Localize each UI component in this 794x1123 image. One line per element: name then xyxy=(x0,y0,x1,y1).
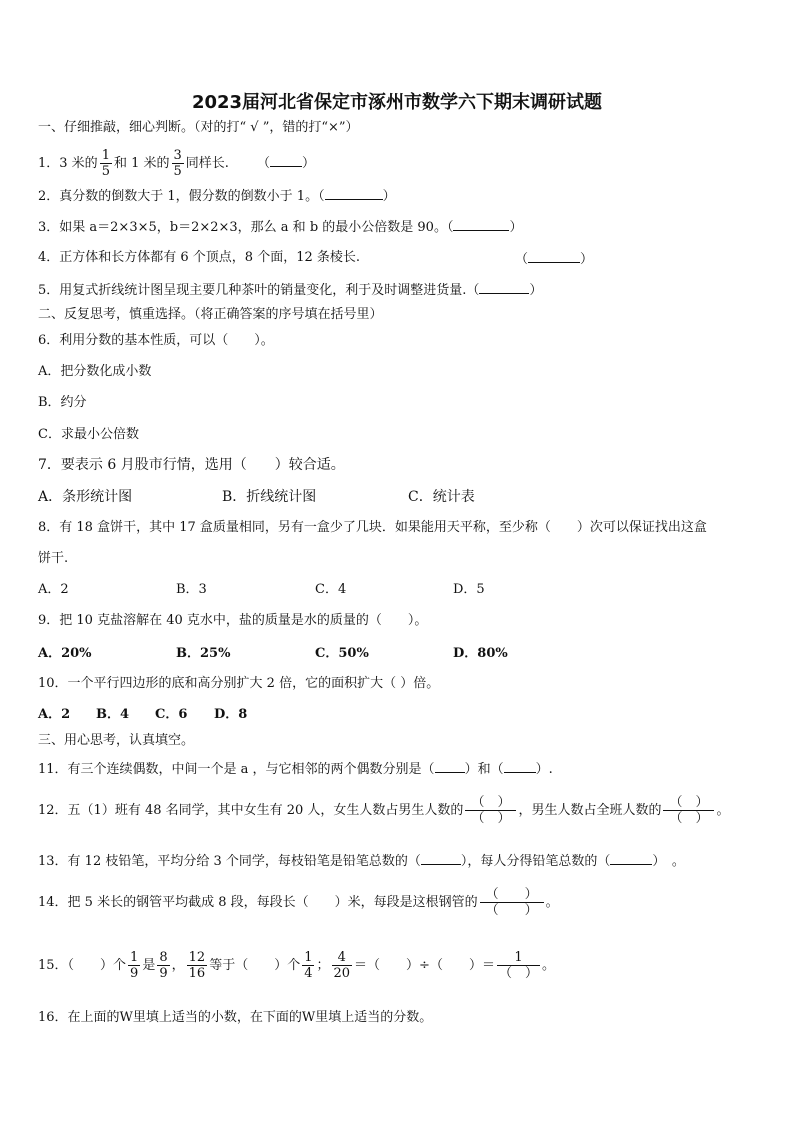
answer-blank[interactable] xyxy=(504,759,536,773)
fraction: $\frac{1}{( )}$ xyxy=(498,950,538,981)
option-7b[interactable]: B．折线统计图 xyxy=(222,489,317,505)
question-6: 6．利用分数的基本性质，可以（ ）。 xyxy=(38,333,274,348)
question-9: 9．把 10 克盐溶解在 40 克水中，盐的质量是水的质量的（ ）。 xyxy=(38,613,428,628)
fraction-blank[interactable]: $\frac{( )}{( )}$ xyxy=(480,887,544,918)
answer-blank[interactable] xyxy=(421,851,461,865)
fraction: $\frac{1}{4}$ xyxy=(304,950,313,981)
option-10c[interactable]: C．6 xyxy=(155,707,188,722)
question-11: 11．有三个连续偶数，中间一个是 a ，与它相邻的两个偶数分别是（ ）和（ ）. xyxy=(38,759,553,779)
question-14: 14．把 5 米长的钢管平均截成 8 段，每段长（ ）米，每段是这根钢管的 $\frac{( )}{( )}$ 。 xyxy=(38,887,559,918)
option-10b[interactable]: B．4 xyxy=(96,707,130,722)
option-9a[interactable]: A．20% xyxy=(38,646,92,661)
section-2-heading: 二、反复思考，慎重选择。（将正确答案的序号填在括号里） xyxy=(38,307,383,322)
question-7: 7．要表示 6 月股市行情，选用（ ）较合适。 xyxy=(38,457,345,473)
fraction: $\frac{1}{5}$ xyxy=(101,148,110,179)
answer-blank[interactable] xyxy=(528,249,580,263)
option-7a[interactable]: A．条形统计图 xyxy=(38,489,133,505)
option-9d[interactable]: D．80% xyxy=(453,646,508,661)
section-1-heading: 一、仔细推敲，细心判断。（对的打“ √ ”，错的打“×”） xyxy=(38,120,359,135)
answer-blank[interactable] xyxy=(610,851,652,865)
fraction: $\frac{3}{5}$ xyxy=(173,148,182,179)
option-6b[interactable]: B．约分 xyxy=(38,395,87,410)
answer-blank[interactable] xyxy=(270,153,302,167)
fraction: $\frac{4}{20}$ xyxy=(333,950,351,981)
fraction: $\frac{12}{16}$ xyxy=(188,950,206,981)
question-1: 1．3 米的 $\frac{1}{5}$ 和 1 米的 $\frac{3}{5}$ 同样长. （ ） xyxy=(38,148,315,179)
question-8: 8．有 18 盒饼干，其中 17 盒质量相同，另有一盒少了几块．如果能用天平称，至少称（ ）次可以保证找出这盒 xyxy=(38,520,707,535)
option-8b[interactable]: B．3 xyxy=(176,582,207,597)
option-10d[interactable]: D．8 xyxy=(214,707,248,722)
option-8d[interactable]: D．5 xyxy=(453,582,485,597)
answer-blank[interactable] xyxy=(479,280,529,294)
question-10: 10．一个平行四边形的底和高分别扩大 2 倍，它的面积扩大（ ）倍。 xyxy=(38,676,440,691)
question-5: 5．用复式折线统计图呈现主要几种茶叶的销量变化，利于及时调整进货量.（ ） xyxy=(38,280,542,300)
question-8-continued: 饼干. xyxy=(38,551,69,566)
question-7-options xyxy=(38,488,475,506)
fraction: $\frac{1}{9}$ xyxy=(130,950,139,981)
page-title: 2023届河北省保定市涿州市数学六下期末调研试题 xyxy=(191,92,603,113)
question-9-options xyxy=(38,645,508,663)
fraction: $\frac{8}{9}$ xyxy=(159,950,168,981)
option-8a[interactable]: A．2 xyxy=(38,582,69,597)
question-10-options xyxy=(38,706,247,724)
option-6c[interactable]: C．求最小公倍数 xyxy=(38,427,139,442)
question-4-answer: （ ） xyxy=(515,249,593,269)
answer-blank[interactable] xyxy=(435,759,465,773)
question-2: 2．真分数的倒数大于 1，假分数的倒数小于 1。（ ） xyxy=(38,186,396,206)
option-10a[interactable]: A．2 xyxy=(38,707,71,722)
answer-blank[interactable] xyxy=(325,186,383,200)
section-3-heading: 三、用心思考，认真填空。 xyxy=(38,733,195,748)
question-8-options xyxy=(38,581,485,599)
option-9b[interactable]: B．25% xyxy=(176,646,231,661)
question-12: 12．五（1）班有 48 名同学，其中女生有 20 人，女生人数占男生人数的 $\frac{( )}{( )}$ ，男生人数占全班人数的 $\frac{( )}{( )}$ 。 xyxy=(38,795,730,826)
fraction-blank[interactable]: $\frac{( )}{( )}$ xyxy=(663,795,714,826)
question-15: 15．（ ）个 $\frac{1}{9}$ 是 $\frac{8}{9}$ ， $\frac{12}{16}$ 等于（ ）个 $\frac{1}{4}$ ； $\frac{4}{20}$ ＝（ ）÷（ ）＝ $\frac{1}{( )}$ 。 xyxy=(38,950,555,981)
option-7c[interactable]: C．统计表 xyxy=(408,489,475,505)
question-13: 13．有 12 枝铅笔，平均分给 3 个同学，每枝铅笔是铅笔总数的（ ），每人分得铅笔总数的（ ） 。 xyxy=(38,851,685,871)
option-9c[interactable]: C．50% xyxy=(315,646,369,661)
question-4: 4．正方体和长方体都有 6 个顶点，8 个面，12 条棱长. xyxy=(38,250,361,265)
question-16: 16．在上面的W里填上适当的小数，在下面的W里填上适当的分数。 xyxy=(38,1010,433,1025)
fraction-blank[interactable]: $\frac{( )}{( )}$ xyxy=(465,795,516,826)
option-8c[interactable]: C．4 xyxy=(315,582,347,597)
option-6a[interactable]: A．把分数化成小数 xyxy=(38,364,152,379)
question-3: 3．如果 a＝2×3×5，b＝2×2×3，那么 a 和 b 的最小公倍数是 90。（ ） xyxy=(38,217,522,237)
answer-blank[interactable] xyxy=(453,217,509,231)
